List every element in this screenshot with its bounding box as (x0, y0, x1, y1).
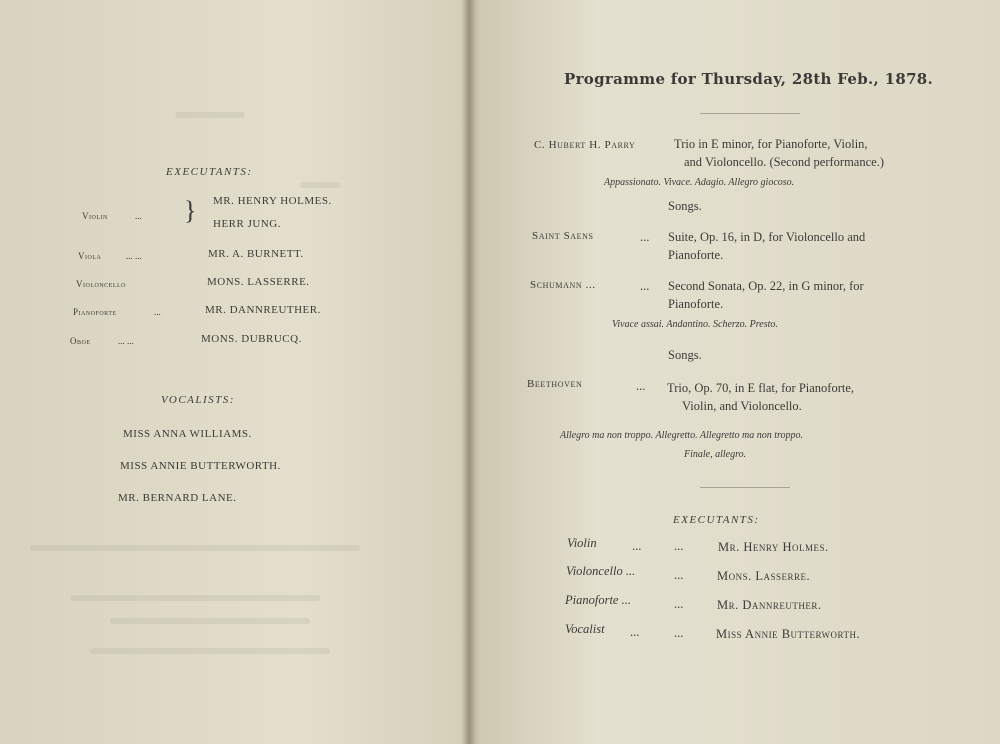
leader-dots: ... (632, 539, 642, 553)
instrument-label: Violoncello (76, 279, 126, 289)
instrument-label: Violin (567, 536, 597, 550)
brace-mark: } (184, 196, 197, 225)
leader-dots: ... (674, 539, 684, 553)
instrument-label: Pianoforte (73, 307, 117, 317)
programme-title: Programme for Thursday, 28th Feb., 1878. (564, 70, 934, 88)
composer-name: Saint Saens (532, 230, 594, 242)
performer-name: MONS. DUBRUCQ. (201, 333, 302, 345)
left-page (0, 0, 470, 744)
instrument-label: Oboe (70, 336, 91, 346)
show-through-mark (70, 595, 320, 601)
work-line: Trio, Op. 70, in E flat, for Pianoforte, (667, 381, 855, 395)
work-line: and Violoncello. (Second performance.) (684, 155, 884, 169)
leader-dots: ... (674, 597, 684, 611)
composer-name: Schumann ... (530, 279, 596, 291)
performer-name: Mons. Lasserre. (717, 569, 811, 583)
performer-name: Mr. Dannreuther. (717, 598, 822, 612)
show-through-mark (300, 182, 340, 188)
performer-name: Miss Annie Butterworth. (716, 627, 861, 641)
work-line: Violin, and Violoncello. (682, 399, 802, 413)
vocalist-name: MISS ANNIE BUTTERWORTH. (120, 460, 281, 472)
composer-name: C. Hubert H. Parry (534, 139, 636, 151)
leader-dots: ... (640, 279, 650, 293)
leader-dots: ... ... (126, 251, 142, 261)
performer-name: Mr. Henry Holmes. (718, 540, 829, 554)
work-line: Pianoforte. (668, 297, 724, 311)
divider-rule (700, 113, 800, 114)
songs-interval: Songs. (668, 348, 702, 362)
leader-dots: ... (630, 625, 640, 639)
performer-name: MR. DANNREUTHER. (205, 304, 321, 316)
performer-name: MR. HENRY HOLMES. (213, 195, 332, 207)
leader-dots: ... (636, 379, 646, 393)
composer-name: Beethoven (527, 378, 583, 390)
work-line: Second Sonata, Op. 22, in G minor, for (668, 279, 864, 293)
instrument-label: Pianoforte ... (565, 593, 631, 607)
leader-dots: ... (674, 626, 684, 640)
movements-list: Finale, allegro. (684, 449, 747, 460)
movements-list: Allegro ma non troppo. Allegretto. Allegretto ma non troppo. (560, 430, 804, 441)
performer-name: MR. A. BURNETT. (208, 248, 304, 260)
performer-name: HERR JUNG. (213, 218, 281, 230)
divider-rule (700, 487, 790, 488)
instrument-label: Vocalist (565, 622, 605, 636)
show-through-mark (175, 112, 245, 118)
show-through-mark (30, 545, 360, 551)
movements-list: Appassionato. Vivace. Adagio. Allegro giocoso. (604, 177, 795, 188)
work-line: Pianoforte. (668, 248, 724, 262)
leader-dots: ... (135, 211, 142, 221)
movements-list: Vivace assai. Andantino. Scherzo. Presto. (612, 319, 778, 330)
leader-dots: ... (154, 307, 161, 317)
vocalist-name: MISS ANNA WILLIAMS. (123, 428, 252, 440)
instrument-label: Viola (78, 251, 102, 261)
leader-dots: ... (674, 568, 684, 582)
leader-dots: ... (640, 230, 650, 244)
executants-heading: EXECUTANTS: (166, 166, 253, 178)
executants-heading: EXECUTANTS: (673, 514, 760, 526)
show-through-mark (90, 648, 330, 654)
work-line: Suite, Op. 16, in D, for Violoncello and (668, 230, 866, 244)
vocalist-name: MR. BERNARD LANE. (118, 492, 237, 504)
performer-name: MONS. LASSERRE. (207, 276, 310, 288)
work-line: Trio in E minor, for Pianoforte, Violin, (674, 137, 868, 151)
right-page (470, 0, 1000, 744)
leader-dots: ... ... (118, 336, 134, 346)
songs-interval: Songs. (668, 199, 702, 213)
instrument-label: Violin (82, 211, 108, 221)
vocalists-heading: VOCALISTS: (161, 394, 235, 406)
show-through-mark (110, 618, 310, 624)
instrument-label: Violoncello ... (566, 564, 636, 578)
